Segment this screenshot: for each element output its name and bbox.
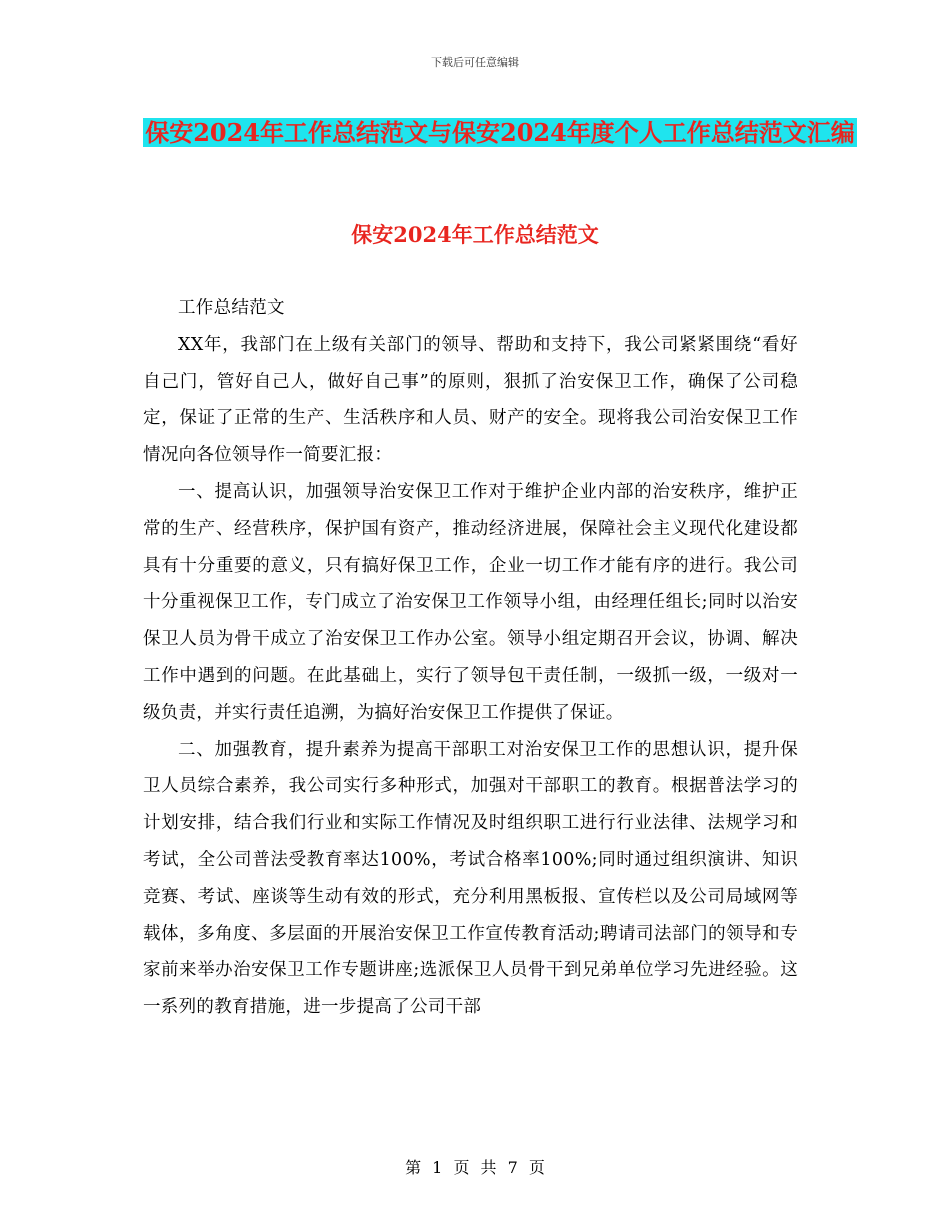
paragraph: 工作总结范文: [178, 298, 285, 318]
paragraph: 一、提高认识，加强领导治安保卫工作对于维护企业内部的治安秩序，维护正常的生产、经营秩序，保护国有资产，推动经济进展，保障社会主义现代化建设都具有十分重要的意义，只有搞好保卫工作，企业一切工作才能有序的进行。我公司十分重视保卫工作，专门成立了治安保卫工作领导小组，由经理任组长;同时以治安保卫人员为骨干成立了治安保卫工作办公室。领导小组定期召开会议，协调、解决工作中遇到的问题。在此基础上，实行了领导包干责任制，一级抓一级，一级对一级负责，并实行责任追溯，为搞好治安保卫工作提供了保证。: [143, 481, 798, 723]
paragraph: 二、加强教育，提升素养为提高干部职工对治安保卫工作的思想认识，提升保卫人员综合素养，我公司实行多种形式，加强对干部职工的教育。根据普法学习的计划安排，结合我们行业和实际工作情况及时组织职工进行行业法律、法规学习和考试，全公司普法受教育率达100%，考试合格率100%;同时通过组织演讲、知识竞赛、考试、座谈等生动有效的形式，充分利用黑板报、宣传栏以及公司局域网等载体，多角度、多层面的开展治安保卫工作宣传教育活动;聘请司法部门的领导和专家前来举办治安保卫工作专题讲座;选派保卫人员骨干到兄弟单位学习先进经验。这一系列的教育措施，进一步提高了公司干部: [143, 739, 798, 1018]
document-title: [140, 110, 860, 155]
paragraph: XX年，我部门在上级有关部门的领导、帮助和支持下，我公司紧紧围绕“看好自己门，管好自己人，做好自己事”的原则，狠抓了治安保卫工作，确保了公司稳定，保证了正常的生产、生活秩序和人员、财产的安全。现将我公司治安保卫工作情况向各位领导作一简要汇报：: [143, 334, 798, 466]
section-title: 保安2024年工作总结范文: [351, 222, 599, 247]
document-title-text: 保安2024年工作总结范文与保安2024年度个人工作总结范文汇编: [145, 118, 855, 147]
page-footer: 第 1 页 共 7 页: [405, 1158, 545, 1177]
header-note: 下载后可任意编辑: [431, 56, 519, 69]
document-body: [143, 290, 798, 1026]
